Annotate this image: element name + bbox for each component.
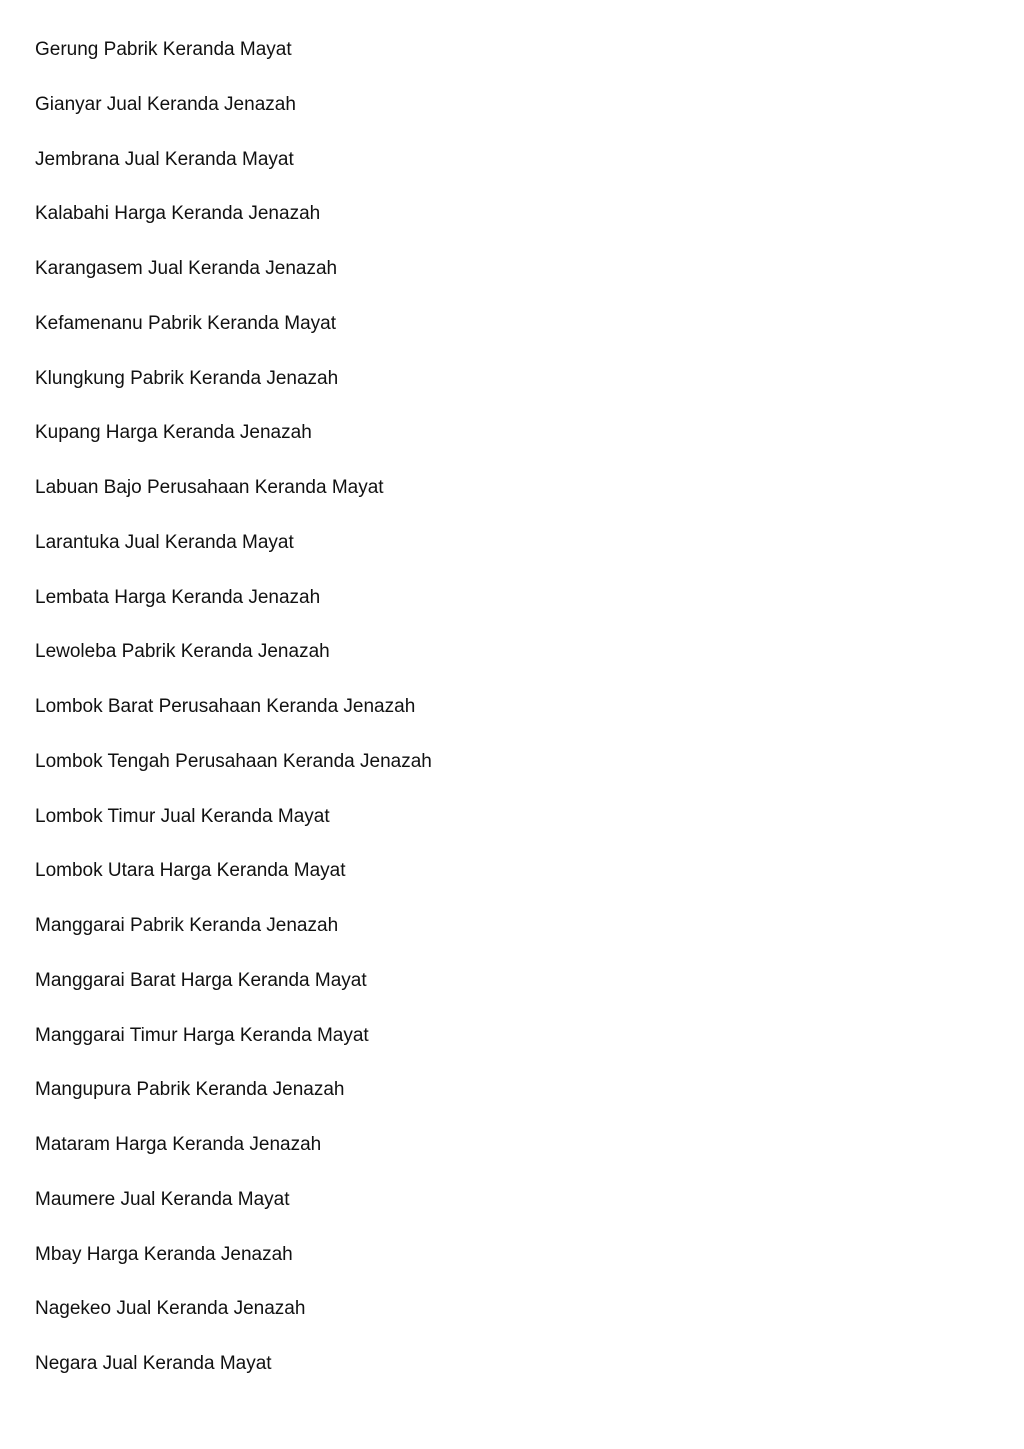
list-item: Lombok Tengah Perusahaan Keranda Jenazah	[35, 750, 432, 772]
list-item: Nagekeo Jual Keranda Jenazah	[35, 1298, 306, 1320]
list-item: Mataram Harga Keranda Jenazah	[35, 1134, 322, 1155]
list-item: Mangupura Pabrik Keranda Jenazah	[35, 1079, 345, 1101]
list-item: Klungkung Pabrik Keranda Jenazah	[35, 367, 339, 389]
list-item: Negara Jual Keranda Mayat	[35, 1353, 272, 1374]
list-item: Lombok Barat Perusahaan Keranda Jenazah	[35, 696, 416, 717]
list-item: Gianyar Jual Keranda Jenazah	[35, 93, 296, 115]
list-item: Karangasem Jual Keranda Jenazah	[35, 258, 338, 279]
list-item: Labuan Bajo Perusahaan Keranda Mayat	[35, 477, 384, 498]
list-item: Kupang Harga Keranda Jenazah	[35, 422, 312, 444]
list-item: Lombok Utara Harga Keranda Mayat	[35, 860, 346, 882]
list-item: Kefamenanu Pabrik Keranda Mayat	[35, 312, 337, 334]
list-item: Manggarai Barat Harga Keranda Mayat	[35, 969, 367, 991]
list-item: Larantuka Jual Keranda Mayat	[35, 531, 294, 553]
entry-list	[35, 36, 432, 1405]
list-item: Lembata Harga Keranda Jenazah	[35, 586, 321, 608]
list-item: Kalabahi Harga Keranda Jenazah	[35, 203, 321, 225]
list-item: Manggarai Timur Harga Keranda Mayat	[35, 1024, 369, 1046]
list-item: Mbay Harga Keranda Jenazah	[35, 1243, 293, 1265]
list-item: Lombok Timur Jual Keranda Mayat	[35, 805, 330, 827]
list-item: Lewoleba Pabrik Keranda Jenazah	[35, 641, 330, 663]
list-item: Maumere Jual Keranda Mayat	[35, 1188, 290, 1210]
list-item: Manggarai Pabrik Keranda Jenazah	[35, 915, 339, 936]
list-item: Jembrana Jual Keranda Mayat	[35, 148, 294, 170]
list-item: Gerung Pabrik Keranda Mayat	[35, 39, 292, 60]
